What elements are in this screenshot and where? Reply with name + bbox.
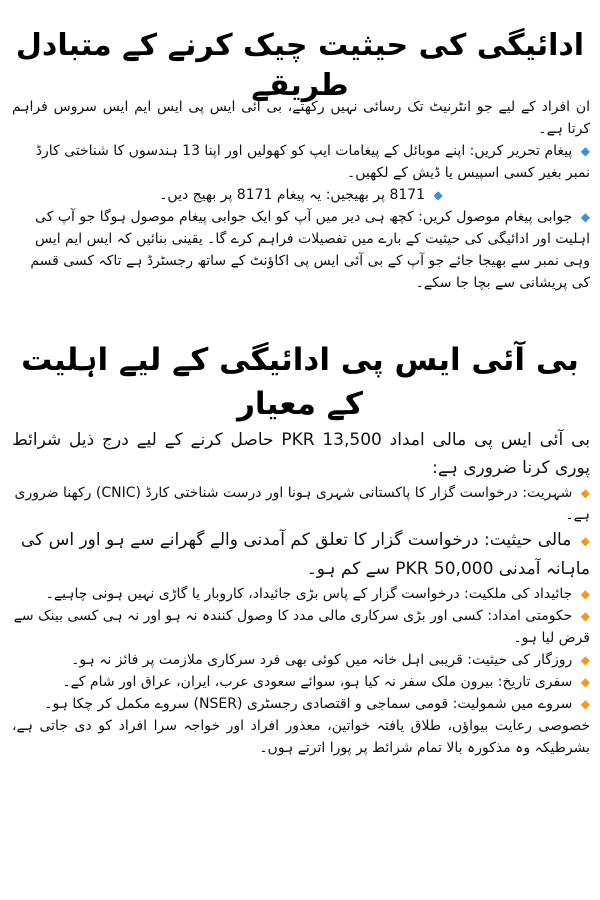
diamond-bullet-icon: ◆ (580, 486, 590, 500)
diamond-bullet-icon: ◆ (580, 144, 590, 158)
criterion-text: مالی حیثیت: درخواست گزار کا تعلق کم آمدنی والے گھرانے سے ہو اور اس کی ماہانہ آمدنی PKR 50,000 سے کم ہو۔ (20, 530, 590, 579)
diamond-bullet-icon: ◆ (580, 653, 590, 667)
diamond-bullet-icon: ◆ (580, 210, 590, 224)
intro-paragraph: ان افراد کے لیے جو انٹرنیٹ تک رسائی نہیں رکھتے، بی آئی ایس پی ایس ایم ایس سروس فراہم کرتا ہے۔ (12, 99, 590, 137)
diamond-bullet-icon: ◆ (580, 609, 590, 623)
step-text: 8171 پر بھیجیں: یہ پیغام 8171 پر بھیج دیں۔ (159, 187, 426, 203)
criterion-text: سروے میں شمولیت: قومی سماجی و اقتصادی رجسٹری (NSER) سروے مکمل کر چکا ہو۔ (44, 696, 573, 712)
criterion-property (0, 583, 600, 605)
step-text: جوابی پیغام موصول کریں: کچھ ہی دیر میں آپ کو ایک جوابی پیغام موصول ہوگا جو آپ کی اہلیت اور ادائیگی کی حیثیت کے بارے میں تفصیلات فراہم کرے گا۔ یقینی بنائیں کہ ایس ایم ایس وہی نمبر سے بھیجا جائے جو آپ کے بی آئی ایس پی اکاؤنٹ کے ساتھ رجسٹرڈ ہے تاکہ کسی قسم کی پریشانی سے بچا جا سکے۔ (30, 209, 590, 291)
criterion-government-aid (0, 605, 600, 649)
criterion-text: سفری تاریخ: بیرون ملک سفر نہ کیا ہو، سوائے سعودی عرب، ایران، عراق اور شام کے۔ (62, 674, 573, 690)
closing-paragraph: خصوصی رعایت بیواؤں، طلاق یافتہ خواتین، معذور افراد اور خواجہ سرا افراد کو دی جاتی ہے، بشرطیکہ وہ مذکورہ بالا تمام شرائط پر پورا اترتے ہوں۔ (12, 718, 590, 756)
step-text: پیغام تحریر کریں: اپنے موبائل کے پیغامات ایپ کو کھولیں اور اپنا 13 ہندسوں کا شناختی کارڈ نمبر بغیر کسی اسپیس یا ڈیش کے لکھیں۔ (35, 143, 590, 181)
criterion-travel-history (0, 671, 600, 693)
eligibility-intro: بی آئی ایس پی مالی امداد PKR 13,500 حاصل کرنے کے لیے درج ذیل شرائط پوری کرنا ضروری ہے: (12, 430, 590, 478)
diamond-bullet-icon: ◆ (580, 587, 590, 601)
step-receive-reply (0, 206, 600, 294)
step-send-8171 (0, 184, 600, 206)
diamond-bullet-icon: ◆ (433, 188, 443, 202)
heading-payment-status-methods: ادائیگی کی حیثیت چیک کرنے کے متبادل طریقے (15, 28, 585, 103)
criterion-text: حکومتی امداد: کسی اور بڑی سرکاری مالی مدد کا وصول کنندہ نہ ہو اور نہ ہی کسی بینک سے قرض لیا ہو۔ (13, 608, 590, 646)
criterion-survey (0, 693, 600, 715)
diamond-bullet-icon: ◆ (580, 675, 590, 689)
criterion-text: جائیداد کی ملکیت: درخواست گزار کے پاس بڑی جائیداد، کاروبار یا گاڑی نہیں ہونی چاہیے۔ (45, 586, 573, 602)
criterion-financial-status (0, 526, 600, 583)
diamond-bullet-icon: ◆ (580, 697, 590, 711)
step-write-message (0, 140, 600, 184)
criterion-text: روزگار کی حیثیت: قریبی اہل خانہ میں کوئی بھی فرد سرکاری ملازمت پر فائز نہ ہو۔ (71, 652, 573, 668)
heading-eligibility-criteria: بی آئی ایس پی ادائیگی کے لیے اہلیت کے معیار (21, 342, 579, 422)
sms-section (0, 96, 600, 294)
criterion-citizenship (0, 482, 600, 526)
criterion-employment (0, 649, 600, 671)
criterion-text: شہریت: درخواست گزار کا پاکستانی شہری ہونا اور درست شناختی کارڈ (CNIC) رکھنا ضروری ہے۔ (14, 485, 590, 523)
diamond-bullet-icon: ◆ (580, 534, 590, 548)
eligibility-section (0, 338, 600, 759)
